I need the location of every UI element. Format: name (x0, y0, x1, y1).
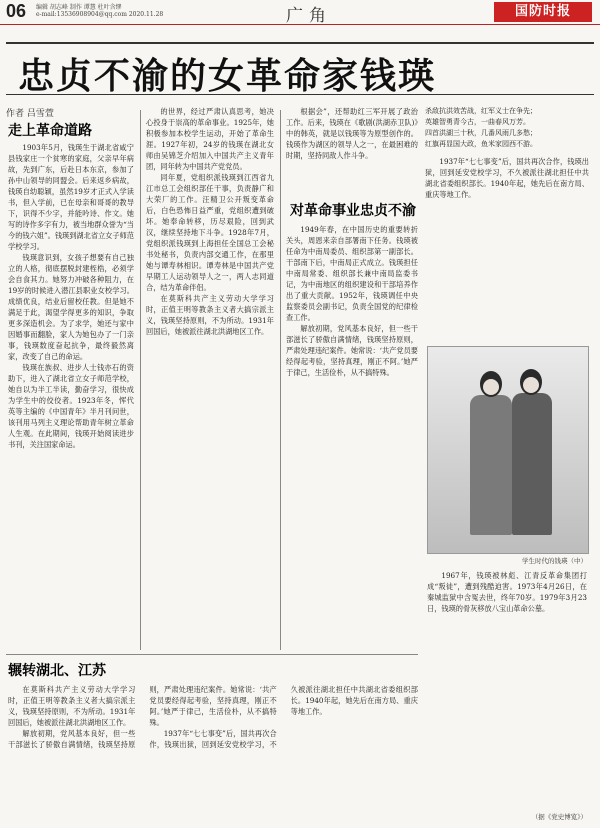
contact-line: e-mail:13536908904@qq.com 2020.11.28 (36, 11, 164, 18)
paragraph: 钱瑛意识到，女孩子想要有自己独立的人格，彻底摆脱封建桎梏，必须学会自食其力。她努力冲破各种阻力，在19岁的时候进入潜江县职业女校学习。成绩优良，结业后留校任教。但是她不满足于此，渴望学得更多的知识，争取更多深造机会。为了求学，她还与家中因婚事而翻脸，家人为她包办了一门亲事，钱瑛数度奋起抗争，最终毅然离家，改变了自己的命运。 (8, 253, 134, 361)
paragraph: 在莫斯科共产主义劳动大学学习时，正值王明等教条主义者大搞宗派主义，钱瑛坚持原则，不为所动。1931年回国后，她被派往湖北洪湖地区工作。 (146, 294, 274, 336)
text-column-3a (286, 106, 418, 182)
paragraph: 的世界，经过严肃认真思考，她决心投身于崇高的革命事业。1925年，她积极参加本校学生运动，开始了革命生涯。1927年初，24岁的钱瑛在湖北女师由吴锦芝介绍加入中国共产主义青年团，同年转为中国共产党党员。 (146, 107, 274, 171)
poem-line: 四首洪湖三十秋，几番风雨几多愁； (425, 129, 537, 137)
paragraph: 1903年5月，钱瑛生于湖北省咸宁县钱家庄一个贫寒的家庭，父亲早年病故，先到广东，后赴日本东京，参加了孙中山领导的同盟会。后来返乡病故，钱瑛自幼聪颖，虽然19岁才正式入学读书，但入学前，已在母亲和哥哥的教导下，识得不少字，并能吟诗、作文。她写的诗作多字有力，被当地群众誉为“当今的钱六姐”。钱瑛到湖北省立女子师范学校学习。 (8, 143, 134, 251)
text-column-3b (286, 224, 418, 644)
article-title: 忠贞不渝的女革命家钱瑛 (18, 55, 437, 97)
page-header (0, 0, 600, 25)
page-number: 06 (6, 1, 27, 21)
text-column-2 (146, 106, 274, 646)
subhead-3: 对革命事业忠贞不渝 (290, 203, 416, 219)
section-divider (6, 654, 418, 655)
poem-line: 英雄智勇青今古，一曲春风万芳。 (425, 118, 530, 126)
paragraph: 1949年春，在中国历史的重要转折关头，周恩来亲自部署南下任务。钱瑛被任命为中南局委员、组织部第一副部长。干部南下后，中南局正式成立。钱瑛担任中南局常委、组织部长兼中南局监委书记，为中南地区的组织建设和干部培养作出了重大贡献。1952年，钱瑛调任中央监察委员会副书记，负责全国党的纪律检查工作。 (286, 225, 418, 322)
subhead-1: 走上革命道路 (8, 123, 92, 139)
paragraph: 1937年“七七事变”后，国共再次合作，钱瑛出狱，回到延安党校学习，不久被派往湖北担任中共湖北省委组织部长。1940年起，她先后在南方局、重庆等地工作。 (149, 685, 418, 749)
editor-line: 编辑 胡志峰 制作 谭慧 杜叶含缪 (36, 4, 122, 11)
paragraph: 1967年，钱瑛被林彪、江青反革命集团打成“叛徒”，遭到残酷迫害。1973年4月26日，在秦城监狱中含冤去世，终年70岁。1979年3月23日，钱瑛的骨灰移放八宝山革命公墓。 (427, 571, 587, 613)
column-divider (280, 110, 281, 650)
text-column-bottom (8, 684, 418, 820)
section-title: 广角 (286, 6, 332, 26)
paragraph: 1937年“七七事变”后，国共再次合作，钱瑛出狱，回到延安党校学习，不久被派往湖北担任中共湖北省委组织部长。1940年起，她先后在南方局、重庆等地工作。 (425, 157, 589, 199)
photo-caption: 学生时代的钱瑛（中） (522, 557, 587, 565)
headline-box (6, 42, 594, 95)
paragraph: 同年夏，党组织派钱瑛到江西省九江市总工会组织部任干事，负责静广和大荣厂的工作。汪精卫公开叛变革命后，白色恐怖日益严重，党组织遭到破坏。她奉命转移，历尽艰险，回到武汉，继续坚持地下斗争。1928年7月，党组织派钱瑛到上海担任全国总工会秘书处秘书，负责内部交通工作，在那里她与谭寿林相识。谭寿林是中国共产党早期工人运动领导人之一，两人志同道合，结为革命伴侣。 (146, 173, 274, 292)
subhead-2: 辗转湖北、江苏 (8, 663, 106, 679)
paragraph: 解放初期，党风基本良好，但一些干部滋长了骄傲自满情绪，钱瑛坚持原则，严肃处理违纪案件。她常说：‘共产党员要经得起考验，坚持真理，刚正不阿。’她严于律己，生活俭朴，从不搞特殊。 (286, 324, 418, 377)
text-column-5 (427, 570, 587, 816)
text-column-1 (8, 142, 134, 648)
paragraph: 根据会”，还帮助红三军开展了政治工作。后来，钱瑛在《歌剧(洪湖赤卫队)》中的韩英，就是以钱瑛等为原型创作的。钱瑛作为湖区的领导人之一，在最困难的时期，坚持同敌人作斗争。 (286, 107, 418, 160)
masthead-logo: 国防时报 (494, 2, 592, 22)
poem-block (425, 106, 585, 150)
paragraph: 在莫斯科共产主义劳动大学学习时，正值王明等教条主义者大搞宗派主义，钱瑛坚持原则，不为所动。1931年回国后，她被派往湖北洪湖地区工作。 (8, 685, 136, 727)
source-note: （据《党史博览》） (531, 813, 587, 821)
poem-line: 红旗再显国大政，鱼米家园西不游。 (425, 140, 537, 148)
paragraph: 解放初期，党风基本良好，但一些干部滋长了骄傲自满情绪，钱瑛坚持原则，严肃处理违纪案件。她常说：‘共产党员要经得起考验，坚持真理，刚正不阿。’她严于律己，生活俭朴，从不搞特殊。 (8, 685, 277, 749)
historical-photo (427, 346, 589, 554)
text-column-4 (425, 156, 589, 200)
column-divider (140, 110, 141, 650)
byline: 作者 吕雪萱 (6, 109, 54, 119)
paragraph: 钱瑛在族叔、进步人士钱亦石的资助下，进入了湖北省立女子师范学校，她自以为半工半读，勤奋学习，很快成为学生中的佼佼者。1923年冬，恽代英等主编的《中国青年》半月刊问世，该刊用马列主义理论帮助青年树立革命人生观。在此期间，钱瑛开始阅读进步书刊，关注国家命运。 (8, 363, 134, 449)
poem-line: 杀敌抗洪效苦战，红军义士在争先； (425, 107, 537, 115)
